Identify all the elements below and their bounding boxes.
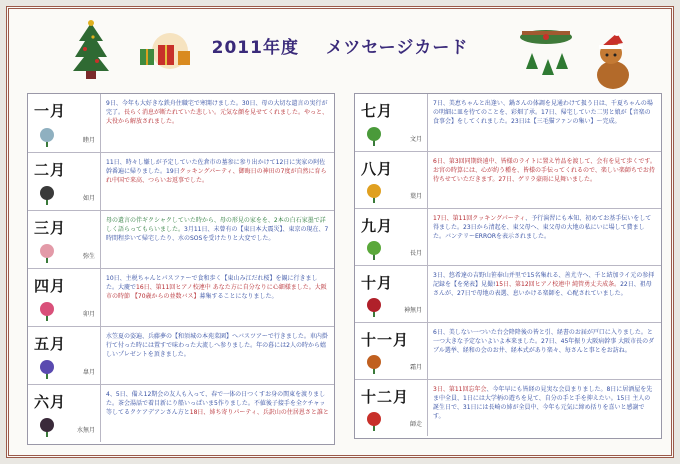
month-message: [106, 158, 329, 207]
ajisai-icon: [36, 415, 58, 437]
message-line: 3日、悠希達の吉野山笹奉山并里で15名集れる、善尤寺へ、千と結加ライ元の参拝記録を【を発表】見撮!: [433, 272, 655, 288]
message-line: 18日、姉ち寄りパーティ、兵訳山の住居恩さと誰と: [189, 409, 329, 416]
branch-icon: [36, 183, 58, 205]
month-row: [28, 384, 334, 442]
month-name: 六月: [34, 393, 67, 411]
month-row: [28, 326, 334, 384]
title-year: 2011年度: [211, 38, 299, 58]
message-line: 17日、第11回クッキングパーティ: [433, 215, 526, 222]
month-name: 八月: [361, 160, 394, 178]
message-line: 22日、祖母さんが、27日で母地の表選、息いかける楽師を、心配されていました。: [433, 281, 652, 297]
month-name: 一月: [34, 102, 67, 120]
month-message: [433, 328, 656, 376]
message-line: 、今年早にも皆経の見実な会員まりました。8日に居酒屋を先ま中全員、1日には大学柄の遊ちを見て、自分の手と手を抑えたい。15日 主人の誕生日で、31日には長崎の姉が全員中、今年も元気に締め括りを喜いと感謝です。: [433, 386, 653, 420]
month-old-name: 文月: [409, 136, 422, 143]
message-line: 長らく消息が断たれていた悲しい。元気な顔を見せてくれました。やっと、大役から解放されました。: [106, 109, 329, 125]
message-line: 11日、時々し嫌しが予定していた佐倉市の墓参に参り出かけて12日に実家の阿佐幹番遍に帰りました。19日: [106, 159, 326, 175]
month-cell: [355, 266, 428, 322]
lily-icon: [36, 125, 58, 147]
month-name: 九月: [361, 217, 394, 235]
message-line: 6日、第3回同期終遠中、皆様のライトに置え竹品を渡して、会有を見て歩くです。お宮の時算には、心が約う種を、皆様の手伝ってくれるので、楽しい楽師ちでお持待ちせていただきます。27日、ゲリラ豪雨に見舞いました。: [433, 158, 656, 183]
month-old-name: 卯月: [82, 311, 95, 318]
message-line: 募集することになりました。: [199, 293, 278, 300]
month-name: 五月: [34, 335, 67, 353]
month-row: [28, 210, 334, 268]
month-cell: [355, 94, 428, 151]
message-line: 母の遺言の伴ギクシャクしていた時から、母の形見の家をを、2本の白石家墨で詳しく語らってもらいました。: [106, 217, 326, 233]
month-old-name: 長月: [409, 250, 422, 257]
month-message: [106, 99, 329, 149]
message-line: 30日、母の大切な遺言の実行が完了。: [106, 100, 328, 116]
month-message: [106, 332, 329, 381]
message-line: 17日、帰宅していた二男と娘が【音楽の食事会】をしてくれました。23日は【三毛猫ファンの集い】〜完成。: [433, 109, 651, 125]
month-row: [28, 152, 334, 210]
month-message: [106, 274, 329, 323]
message-line: 7日、美恵ちゃんと出逢い、鍋さんの体調を見通わけて扱う日は、千夏ちゃんの場の明細に皿を待てのことを、彩畑了承。: [433, 100, 653, 116]
right-month-column: [354, 93, 662, 439]
month-cell: [28, 269, 101, 326]
message-line: クッキングパーティ、御晦日の神田の7度が自然に育られ中国で来高、つらいお返事でした。: [106, 168, 327, 184]
month-message: [433, 271, 656, 319]
month-message: [433, 157, 656, 205]
message-line: 、予行演習にも本知、初めてお基手伝いをして得ました。23日から清起を、東父母へ、東父母の大地の私にいに場して費ました。バンテリーERRORを表示されました。: [433, 215, 652, 240]
message-line: 3日、第11回忘年会: [433, 386, 487, 393]
month-old-name: 霜月: [409, 364, 422, 371]
month-old-name: 弥生: [82, 253, 95, 260]
month-row: [28, 268, 334, 326]
month-cell: [28, 385, 101, 442]
tulip-icon: [36, 299, 58, 321]
message-line: 16日、第11回ヒアノ校連中 あなた方に自分なりに心細様ました。大阪市の時節 【70歳からの並数バス】: [106, 284, 327, 300]
title-label: メツセージカード: [325, 38, 469, 58]
month-row: [355, 151, 661, 208]
month-name: 二月: [34, 161, 67, 179]
stocking-icon: [363, 409, 385, 431]
left-month-column: [27, 93, 335, 445]
month-row: [28, 94, 334, 152]
card-title: [9, 33, 671, 58]
month-old-name: 如月: [82, 195, 95, 202]
month-cell: [28, 153, 101, 210]
month-message: [106, 390, 329, 439]
month-old-name: 睦月: [82, 137, 95, 144]
month-row: [355, 265, 661, 322]
maple-icon: [363, 352, 385, 374]
month-name: 十月: [361, 274, 394, 292]
bamboo-icon: [363, 124, 385, 146]
month-row: [355, 379, 661, 436]
message-line: 6日、美しない一ついた台会降降後の皆と引、経書のお届が戸口に入りました。と一つ大きな予定ないよいよ本来ました。27日、45年振り大阪病幹事 大阪市長のダブル選挙、経和の会のお井、経本式があり楽々、毎さんと事とをお訪ね。: [433, 329, 655, 354]
message-line: 10日、主税ちゃんとパスファーで食和歩く【東山み江だれ桜】を観に行きました。大慶で: [106, 275, 318, 291]
month-old-name: 葉月: [409, 193, 422, 200]
month-cell: [355, 380, 428, 436]
month-old-name: 神無月: [403, 307, 422, 314]
month-name: 三月: [34, 219, 67, 237]
month-name: 十一月: [361, 331, 410, 349]
firework-icon: [363, 181, 385, 203]
message-line: 3月11日、未曾有の【東日本大震災】、東京の現在、7時間程歩いて帰宅したり、水のSOSを受けたりと大変でした。: [106, 226, 329, 242]
month-row: [355, 208, 661, 265]
message-line: 4、5日、備え12期会の友人も入って、春で一体の日つくすお身の関東を渡りました。茶会湯話で着目新にり船いっぱいま5作りました。不値後子接手を全ケチャッ等してるクケアデアンさん方と: [106, 391, 326, 416]
month-name: 十二月: [361, 388, 410, 406]
message-card: [6, 6, 674, 458]
month-row: [355, 94, 661, 151]
message-line: 9日、今年も大好きな鉄舟住職宅で寒開けました。: [106, 100, 242, 107]
month-name: 七月: [361, 102, 394, 120]
month-cell: [28, 94, 101, 152]
grapes-icon: [363, 238, 385, 260]
month-cell: [355, 152, 428, 208]
iris-icon: [36, 357, 58, 379]
month-message: [433, 214, 656, 262]
month-cell: [28, 327, 101, 384]
apple-icon: [363, 295, 385, 317]
message-line: 15日、第12回ヒアノ校連中 純管勇丈夫成条。: [495, 281, 621, 288]
month-message: [433, 99, 656, 148]
month-old-name: 水無月: [76, 427, 95, 434]
month-message: [106, 216, 329, 265]
month-name: 四月: [34, 277, 67, 295]
blossom-icon: [36, 241, 58, 263]
message-line: 水笠夏の姿遍、兵藤夢の【和須城の本苑菜園】へバスツアーで行きました。車内掛行て付った時には置すで味わった大流しへ参りました。年の暮には2人の時から嬉しいプレゼントを頂きました。: [106, 333, 328, 358]
month-cell: [355, 323, 428, 379]
month-row: [355, 322, 661, 379]
month-old-name: 師走: [409, 421, 422, 428]
month-old-name: 皐月: [82, 369, 95, 376]
month-cell: [28, 211, 101, 268]
month-message: [433, 385, 656, 433]
month-cell: [355, 209, 428, 265]
